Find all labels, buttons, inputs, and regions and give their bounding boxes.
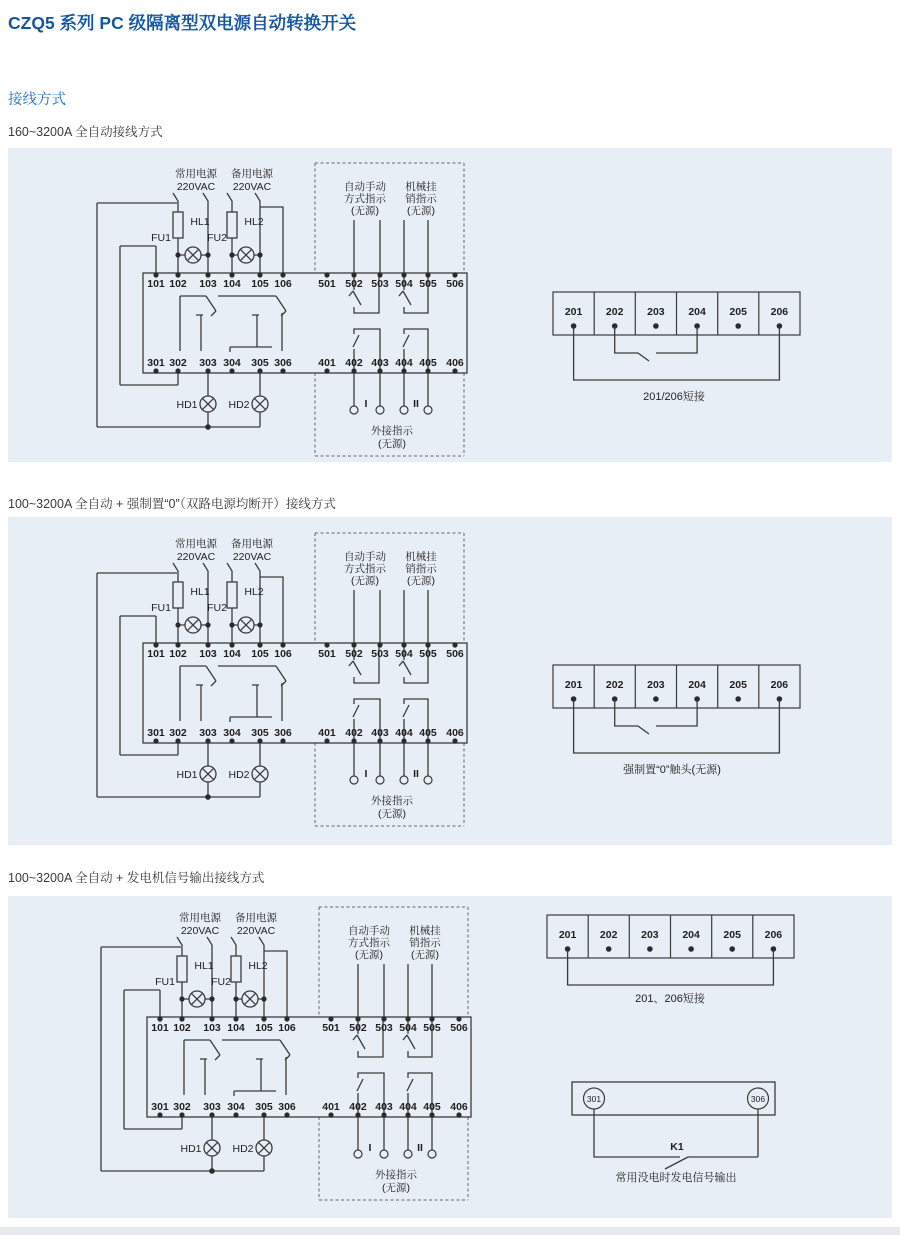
hd1-label: HD1 xyxy=(176,399,198,411)
block-wiring-2 xyxy=(574,700,780,776)
terminal-306-label: 306 xyxy=(750,1094,766,1104)
dashed-signal-box xyxy=(315,163,464,456)
auto-manual-label: 方式指示 xyxy=(344,193,386,205)
external-terminal-icon xyxy=(400,406,408,414)
changeover-contacts xyxy=(180,296,286,352)
block-terminal-number: 204 xyxy=(688,306,706,318)
terminal-number: 403 xyxy=(371,357,389,369)
terminal-block-201-206-2 xyxy=(553,665,800,708)
hl1-label: HL1 xyxy=(190,216,210,228)
terminal-number: 502 xyxy=(345,278,363,290)
subsection-heading-2: 100~3200A 全自动 + 强制置“0”（双路电源均断开）接线方式 xyxy=(8,497,336,511)
terminal-number: 503 xyxy=(371,278,389,290)
terminal-number: 304 xyxy=(223,357,241,369)
lamp-hd1-icon xyxy=(200,396,216,412)
external-terminal-icon xyxy=(350,406,358,414)
terminal-number: 103 xyxy=(199,278,217,290)
marker-ii: II xyxy=(413,398,419,410)
terminal-number: 406 xyxy=(446,357,464,369)
terminal-number: 401 xyxy=(318,357,336,369)
terminal-block-201-206 xyxy=(553,292,800,335)
backup-voltage-label: 220VAC xyxy=(232,181,272,193)
normal-voltage-label: 220VAC xyxy=(176,181,216,193)
external-terminal-icon xyxy=(376,406,384,414)
lamp-hl2-icon xyxy=(238,247,254,263)
external-ind-label: (无源) xyxy=(378,438,406,450)
marker-i: I xyxy=(364,398,368,410)
block-caption-2: 强制置“0”触头(无源) xyxy=(623,764,721,776)
ats-wiring-circuit-2 xyxy=(97,533,467,826)
terminal-number: 402 xyxy=(345,357,363,369)
ats-wiring-circuit-3 xyxy=(101,907,471,1200)
supply-wires xyxy=(97,193,283,427)
fuse-fu2-icon xyxy=(227,212,237,238)
terminal-number: 306 xyxy=(274,357,292,369)
k1-label: K1 xyxy=(670,1141,684,1153)
external-terminal-icon xyxy=(424,406,432,414)
fu1-label: FU1 xyxy=(151,232,171,244)
auto-manual-label: 自动手动 xyxy=(344,181,386,193)
normal-supply-label: 常用电源 xyxy=(175,168,217,180)
terminal-number: 305 xyxy=(251,357,269,369)
terminal-number: 404 xyxy=(395,357,413,369)
block-terminal-number: 206 xyxy=(770,306,789,318)
terminal-number: 106 xyxy=(274,278,292,290)
terminal-number: 105 xyxy=(251,278,269,290)
terminal-number: 101 xyxy=(147,278,165,290)
hd2-label: HD2 xyxy=(228,399,250,411)
lamp-hd2-icon xyxy=(252,396,268,412)
terminal-number: 303 xyxy=(199,357,217,369)
terminal-number: 501 xyxy=(318,278,336,290)
external-ind-label: 外接指示 xyxy=(371,425,413,437)
block-terminal-number: 201 xyxy=(564,306,583,318)
block-terminal-number: 203 xyxy=(647,306,665,318)
terminal-number: 102 xyxy=(169,278,187,290)
fuse-fu1-icon xyxy=(173,212,183,238)
generator-signal-output xyxy=(572,1082,775,1184)
terminal-301-label: 301 xyxy=(586,1094,602,1104)
block-terminal-number: 202 xyxy=(605,306,624,318)
block-caption-3: 201、206短接 xyxy=(635,993,705,1005)
terminal-number: 504 xyxy=(395,278,413,290)
terminal-number: 104 xyxy=(223,278,241,290)
mech-pin-label: 销指示 xyxy=(405,193,437,205)
auto-manual-label: (无源) xyxy=(351,205,379,217)
page-title: CZQ5 系列 PC 级隔离型双电源自动转换开关 xyxy=(8,13,357,33)
k1-caption: 常用没电时发电信号输出 xyxy=(615,1172,737,1184)
subsection-heading-1: 160~3200A 全自动接线方式 xyxy=(8,125,163,139)
section-heading: 接线方式 xyxy=(8,92,66,108)
subsection-heading-3: 100~3200A 全自动 + 发电机信号输出接线方式 xyxy=(8,871,265,885)
fu2-label: FU2 xyxy=(207,232,227,244)
mech-pin-label: (无源) xyxy=(407,205,435,217)
terminal-number: 506 xyxy=(446,278,464,290)
indication-wires xyxy=(354,220,428,273)
lamp-hl1-icon xyxy=(185,247,201,263)
block-caption-1: 201/206短接 xyxy=(643,391,705,403)
backup-supply-label: 备用电源 xyxy=(231,168,273,180)
terminal-number: 301 xyxy=(147,357,165,369)
terminal-number: 302 xyxy=(169,357,187,369)
block-terminal-number: 205 xyxy=(729,306,747,318)
mech-pin-label: 机械挂 xyxy=(405,181,437,193)
terminal-block-201-206-3 xyxy=(547,915,794,958)
block-wiring-1 xyxy=(574,327,780,403)
terminal-number: 505 xyxy=(419,278,437,290)
terminal-number: 405 xyxy=(419,357,437,369)
signal-contacts-bottom xyxy=(353,329,428,371)
ats-wiring-circuit xyxy=(97,163,467,456)
hl2-label: HL2 xyxy=(244,216,264,228)
